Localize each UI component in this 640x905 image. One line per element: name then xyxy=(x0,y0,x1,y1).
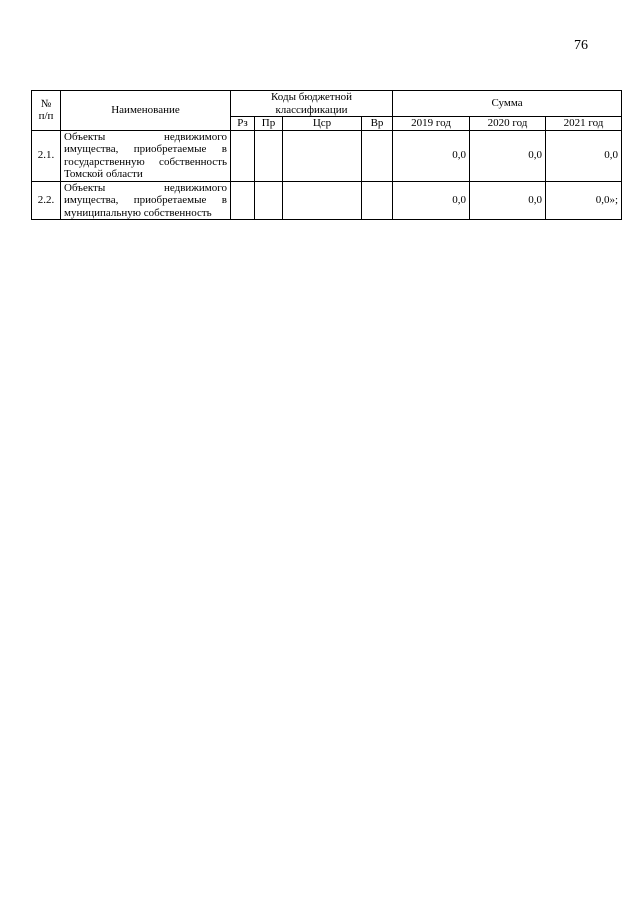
header-code-tssr: Цср xyxy=(283,117,362,131)
row-code-rz xyxy=(231,130,255,181)
budget-table xyxy=(31,90,622,220)
table-row xyxy=(32,181,622,220)
header-name: Наименование xyxy=(61,91,231,131)
row-sum-2020: 0,0 xyxy=(470,181,546,220)
header-year-2019: 2019 год xyxy=(393,117,470,131)
header-row-top xyxy=(32,91,622,117)
header-codes: Коды бюджетной классификации xyxy=(231,91,393,117)
row-code-vr xyxy=(362,181,393,220)
row-code-rz xyxy=(231,181,255,220)
row-number: 2.2. xyxy=(32,181,61,220)
row-code-tssr xyxy=(283,130,362,181)
header-num: № п/п xyxy=(32,91,61,131)
header-year-2021: 2021 год xyxy=(546,117,622,131)
row-code-vr xyxy=(362,130,393,181)
header-code-pr: Пр xyxy=(255,117,283,131)
table-row xyxy=(32,130,622,181)
header-sum: Сумма xyxy=(393,91,622,117)
row-sum-2019: 0,0 xyxy=(393,181,470,220)
row-code-pr xyxy=(255,181,283,220)
row-number: 2.1. xyxy=(32,130,61,181)
row-name: Объекты недвижимого имущества, приобретаемые в государственную собственность Томской области xyxy=(61,130,231,181)
header-code-rz: Рз xyxy=(231,117,255,131)
row-name: Объекты недвижимого имущества, приобретаемые в муниципальную собственность xyxy=(61,181,231,220)
row-sum-2021: 0,0»; xyxy=(546,181,622,220)
row-sum-2021: 0,0 xyxy=(546,130,622,181)
row-sum-2020: 0,0 xyxy=(470,130,546,181)
row-code-tssr xyxy=(283,181,362,220)
header-year-2020: 2020 год xyxy=(470,117,546,131)
row-code-pr xyxy=(255,130,283,181)
header-code-vr: Вр xyxy=(362,117,393,131)
page-number: 76 xyxy=(574,38,588,53)
row-sum-2019: 0,0 xyxy=(393,130,470,181)
